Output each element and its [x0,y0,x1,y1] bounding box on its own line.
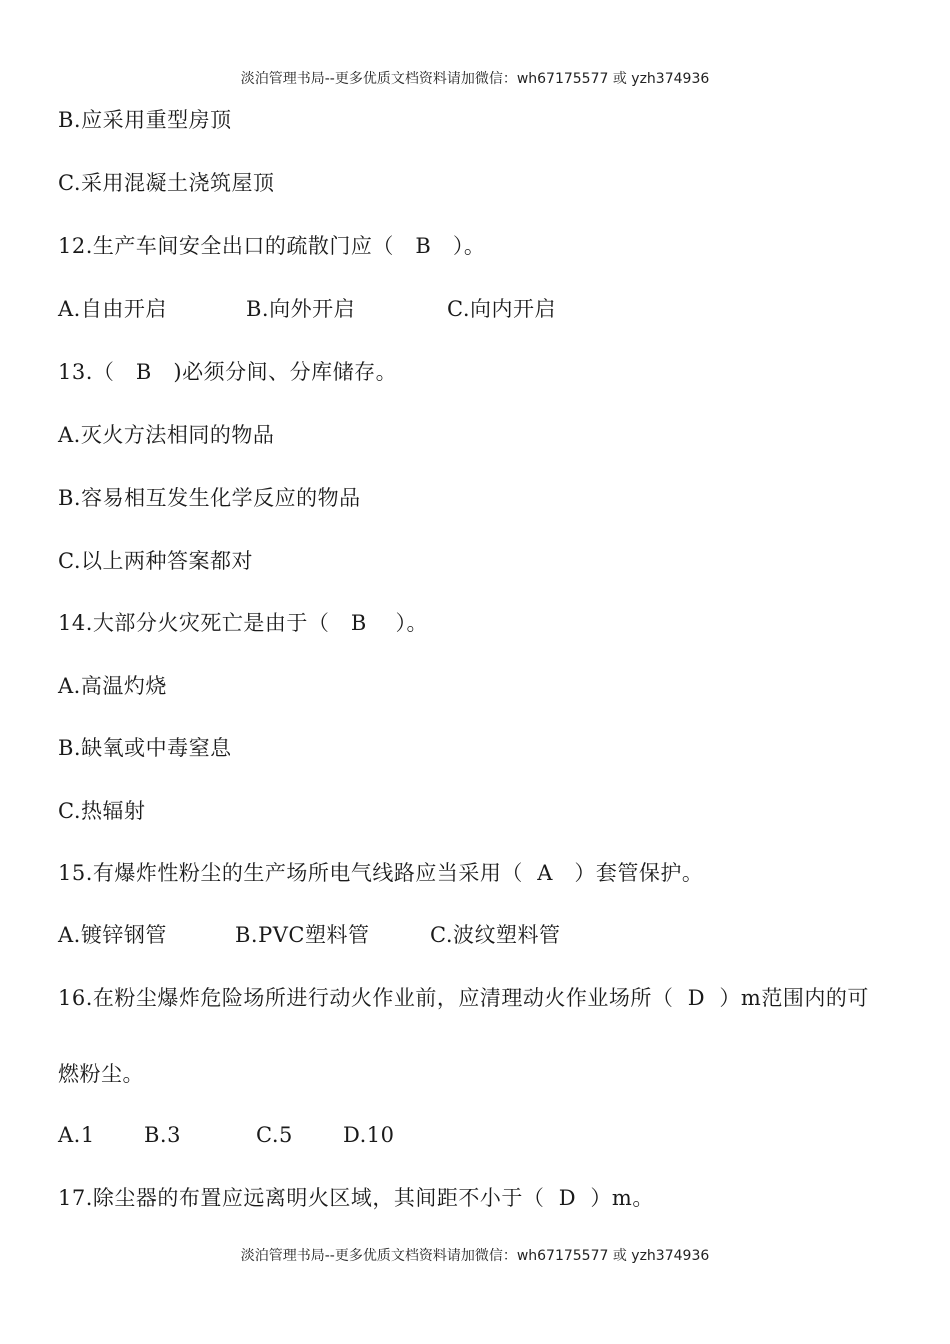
question-16-option-d: D.10 [343,1123,395,1147]
option-b-heavy-roof: B.应采用重型房顶 [58,108,232,132]
question-15-option-c: C.波纹塑料管 [430,923,561,947]
question-13-option-a: A.灭火方法相同的物品 [58,423,275,447]
question-16-option-c: C.5 [256,1123,293,1147]
question-16: 16.在粉尘爆炸危险场所进行动火作业前，应清理动火作业场所（ D ）m范围内的可 [58,986,869,1010]
question-16-option-a: A.1 [58,1123,95,1147]
question-12: 12.生产车间安全出口的疏散门应（ B ）。 [58,234,486,258]
page-header-watermark: 淡泊管理书局--更多优质文档资料请加微信：wh67175577 或 yzh374936 [240,71,710,87]
question-16-continuation: 燃粉尘。 [58,1062,144,1086]
question-12-option-c: C.向内开启 [447,297,556,321]
question-13-option-c: C.以上两种答案都对 [58,549,253,573]
question-12-option-a: A.自由开启 [58,297,167,321]
page-footer-watermark: 淡泊管理书局--更多优质文档资料请加微信：wh67175577 或 yzh374936 [240,1248,710,1264]
question-12-option-b: B.向外开启 [246,297,356,321]
question-17: 17.除尘器的布置应远离明火区域，其间距不小于（ D ）m。 [58,1186,654,1210]
question-13: 13.（ B )必须分间、分库储存。 [58,360,398,384]
question-15-option-b: B.PVC塑料管 [235,923,370,947]
question-13-option-b: B.容易相互发生化学反应的物品 [58,486,361,510]
question-14-option-b: B.缺氧或中毒窒息 [58,736,232,760]
option-c-concrete-roof: C.采用混凝土浇筑屋顶 [58,171,275,195]
question-15: 15.有爆炸性粉尘的生产场所电气线路应当采用（ A ）套管保护。 [58,861,704,885]
question-16-option-b: B.3 [144,1123,181,1147]
question-14-option-a: A.高温灼烧 [58,674,167,698]
question-15-option-a: A.镀锌钢管 [58,923,167,947]
question-14: 14.大部分火灾死亡是由于（ B ）。 [58,611,429,635]
question-14-option-c: C.热辐射 [58,799,146,823]
